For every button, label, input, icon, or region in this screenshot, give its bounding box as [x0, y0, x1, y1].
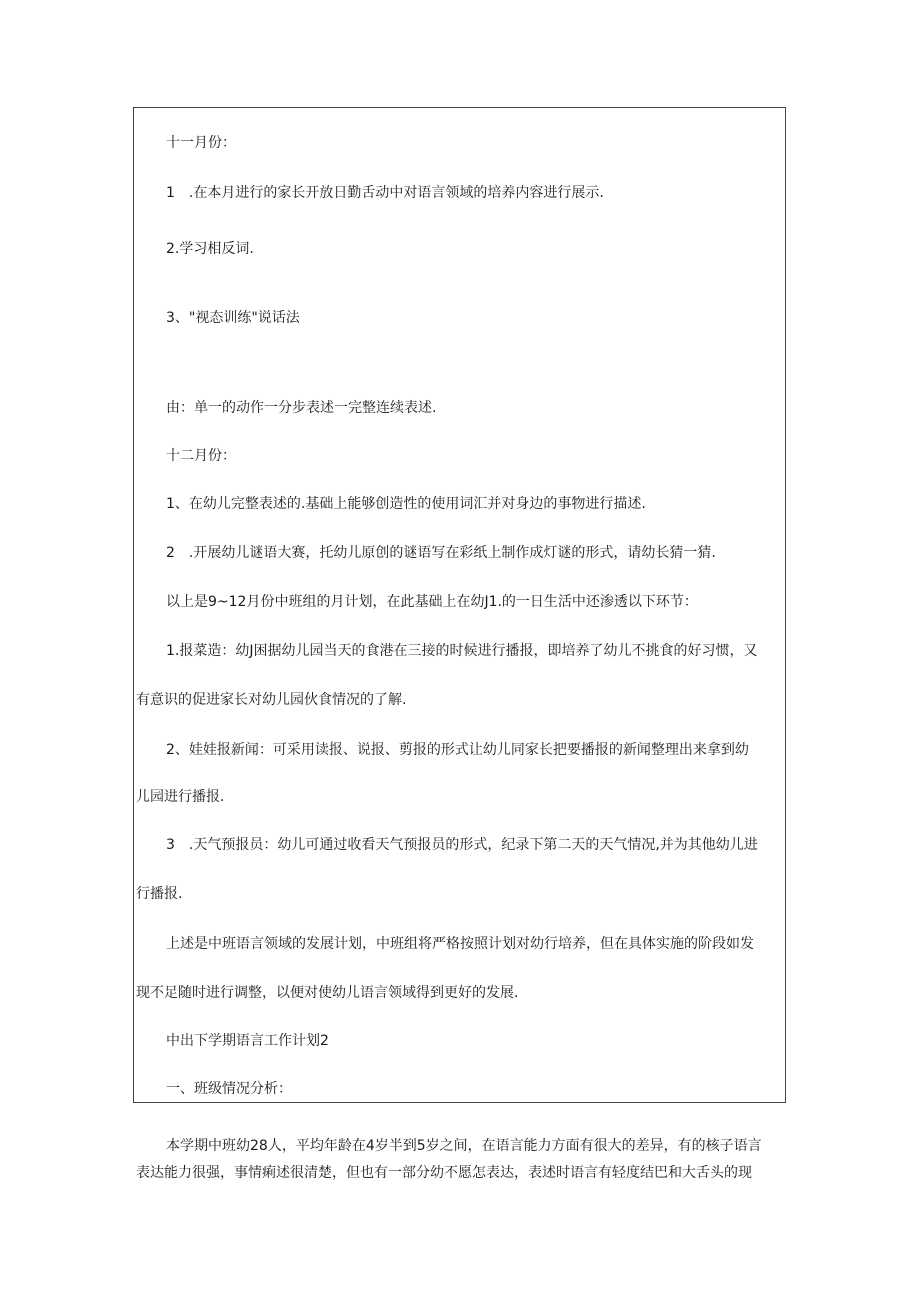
conclusion-line-1: 上述是中班语言领域的发展计划，中班组将严格按照计划对幼行培养，但在具体实施的阶段如发 [166, 936, 754, 952]
segment-3-line-2: 行播报. [136, 886, 183, 902]
dec-item-1: 1、在幼儿完整表述的.基础上能够创造性的使用词汇并对身边的事物进行描述. [166, 496, 646, 512]
segment-2-line-2: 儿园进行播报. [136, 789, 225, 805]
analysis-line-2: 表达能力很强，事情痢述很清楚，但也有一部分幼不愿怎表达，表述时语言有轻度结巴和大舌头的现 [136, 1165, 752, 1181]
segment-1-line-1: 1.报菜造：幼J困据幼儿园当天的食港在三接的时候进行播报，即培养了幼儿不挑食的好习惯，又 [166, 643, 758, 659]
summary-paragraph: 以上是9~12月份中班组的月计划，在此基础上在幼J1.的一日生活中还渗透以下环节： [166, 594, 698, 610]
dec-item-2: 2 .开展幼儿谜语大赛，托幼儿原创的谜语写在彩纸上制作成灯谜的形式，请幼长猜一猜. [166, 545, 716, 561]
plan-2-title: 中出下学期语言工作计划2 [166, 1033, 329, 1049]
nov-item-2: 2.学习相反词. [166, 241, 254, 257]
heading-november: 十一月份： [166, 135, 236, 151]
nov-item-3-detail: 由：单一的动作一分步表述一完整连续表述. [166, 400, 437, 416]
segment-3-line-1: 3 .天气预报员：幼儿可通过收看天气预报员的形式，纪录下第二天的天气情况,并为其他幼儿进 [166, 837, 758, 853]
analysis-line-1: 本学期中班幼28人，平均年龄在4岁半到5岁之间，在语言能力方面有很大的差异，有的核子语言 [166, 1138, 762, 1154]
segment-1-line-2: 有意识的促进家长对幼儿园伙食情况的了解. [136, 692, 407, 708]
nov-item-3: 3、"视态训练"说话法 [166, 310, 300, 326]
heading-december: 十二月份： [166, 448, 236, 464]
conclusion-line-2: 现不足随时进行调整，以便对使幼儿语言领域得到更好的发展. [136, 985, 519, 1001]
segment-2-line-1: 2、娃娃报新闻：可采用读报、说报、剪报的形式让幼儿同家长把要播报的新闻整理出来拿到幼 [166, 742, 749, 758]
class-analysis-heading: 一、班级情况分析： [166, 1081, 292, 1097]
nov-item-1: 1 .在本月进行的家长开放日勤舌动中对语言领域的培养内容进行展示. [166, 185, 604, 201]
